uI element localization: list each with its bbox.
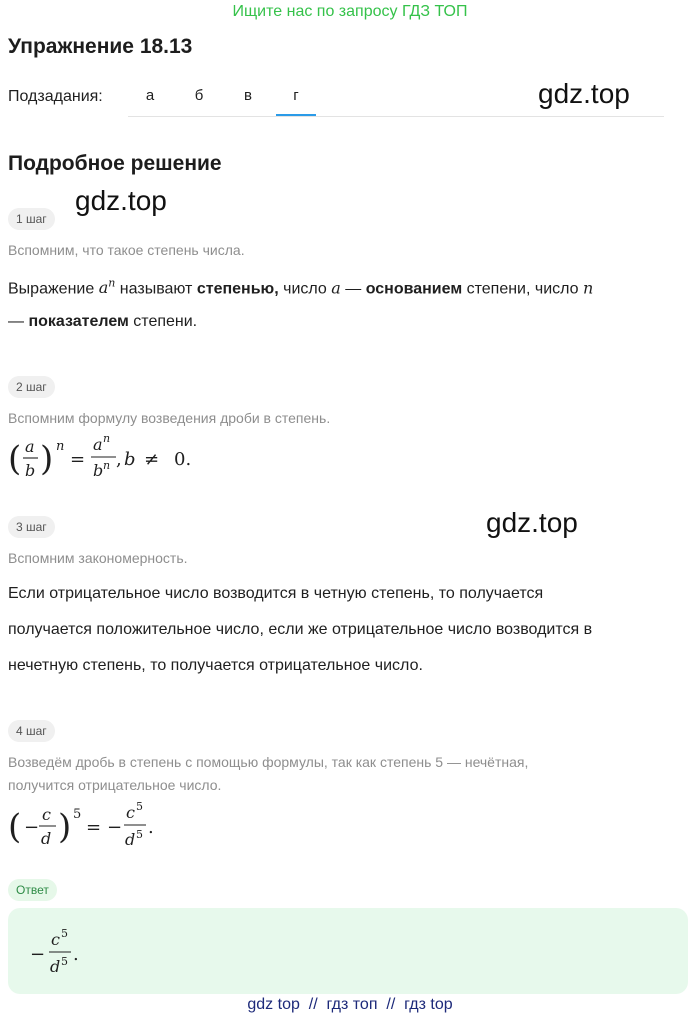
svg-text:n: n — [103, 432, 111, 445]
section-title: Подробное решение — [8, 152, 222, 175]
svg-text:.: . — [73, 944, 79, 965]
svg-text:d: d — [41, 829, 52, 848]
watermark: gdz.top — [538, 78, 630, 109]
answer-badge: Ответ — [8, 879, 57, 901]
svg-text:−: − — [30, 944, 46, 965]
svg-text:d: d — [125, 830, 136, 849]
step-text-line: получается положительное число, если же отрицательное число возводится в — [8, 621, 593, 638]
svg-text:−: − — [107, 817, 123, 838]
step-text-line: нечетную степень, то получается отрицательное число. — [8, 657, 423, 674]
step-badge: 3 шаг — [8, 516, 55, 538]
svg-text:a: a — [93, 435, 103, 454]
step-text-line: Если отрицательное число возводится в четную степень, то получается — [8, 585, 544, 602]
svg-text:(: ( — [8, 807, 22, 847]
answer-formula — [28, 928, 98, 984]
svg-text:c: c — [51, 930, 60, 949]
search-banner: Ищите нас по запросу ГДЗ ТОП — [232, 3, 468, 20]
svg-text:0.: 0. — [174, 449, 192, 470]
svg-text:5: 5 — [61, 928, 68, 940]
svg-text:−: − — [24, 817, 40, 838]
svg-text:(: ( — [8, 439, 22, 479]
step-text: — показателем степени. — [8, 313, 198, 330]
watermark: gdz.top — [486, 507, 578, 538]
svg-text:): ) — [58, 807, 72, 847]
fraction-power-formula — [6, 428, 206, 486]
svg-text:=: = — [70, 449, 86, 470]
svg-text:c: c — [126, 803, 135, 822]
step-badge: 4 шаг — [8, 720, 55, 742]
footer-links: gdz top // гдз топ // гдз top — [247, 996, 453, 1013]
svg-text:b: b — [93, 461, 104, 480]
tab-v[interactable]: в — [244, 87, 252, 104]
svg-text:≠: ≠ — [144, 449, 160, 470]
svg-text:a: a — [25, 437, 35, 456]
svg-text:.: . — [148, 817, 154, 838]
svg-text:5: 5 — [136, 828, 143, 841]
step-hint: получится отрицательное число. — [8, 777, 222, 793]
step-text: Выражение $a^n$ называют степенью, число a — основанием степени, число n — [8, 277, 594, 298]
tab-a[interactable]: а — [145, 87, 155, 104]
svg-text:b: b — [25, 461, 36, 480]
svg-text:=: = — [86, 817, 102, 838]
step-badge: 1 шаг — [8, 208, 55, 230]
step-hint: Вспомним закономерность. — [8, 550, 188, 566]
svg-text:d: d — [50, 957, 61, 976]
svg-text:5: 5 — [136, 800, 143, 813]
svg-text:5: 5 — [61, 955, 68, 968]
step-hint: Возведём дробь в степень с помощью формулы, так как степень 5 — нечётная, — [8, 754, 529, 770]
answer-box — [8, 908, 688, 994]
svg-text:b: b — [124, 449, 136, 470]
svg-text:c: c — [42, 805, 51, 824]
negative-fraction-power — [6, 796, 186, 858]
step-hint: Вспомним формулу возведения дроби в степень. — [8, 410, 331, 426]
step-hint: Вспомним, что такое степень числа. — [8, 242, 245, 258]
tab-b[interactable]: б — [194, 87, 204, 104]
page-title: Упражнение 18.13 — [8, 35, 193, 58]
tab-g[interactable]: г — [276, 76, 316, 116]
svg-text:): ) — [40, 439, 54, 479]
svg-text:n: n — [56, 439, 65, 454]
svg-text:5: 5 — [73, 807, 82, 822]
math-power: $a^n$ — [98, 277, 116, 298]
watermark: gdz.top — [75, 185, 167, 216]
svg-text:,: , — [116, 449, 122, 470]
subtasks-label: Подзадания: — [8, 88, 103, 105]
svg-text:n: n — [103, 459, 111, 472]
step-badge: 2 шаг — [8, 376, 55, 398]
